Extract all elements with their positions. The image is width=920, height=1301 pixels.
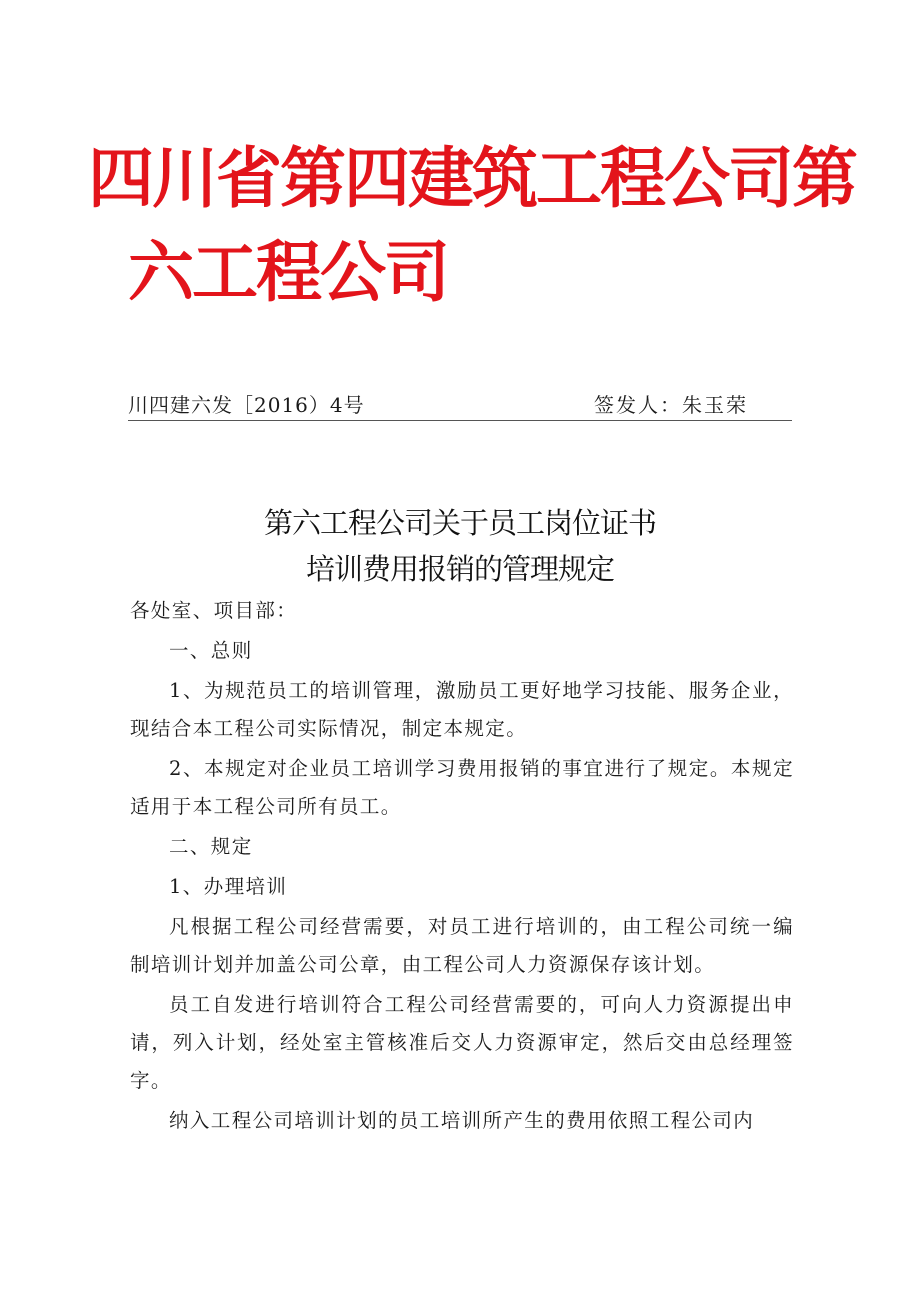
paragraph: 员工自发进行培训符合工程公司经营需要的，可向人力资源提出申请，列入计划，经处室主管核准后交人力资源审定，然后交由总经理签字。 (130, 993, 794, 1092)
subsection-heading: 1、办理培训 (169, 875, 288, 898)
document-number: 川四建六发［2016）4号 (128, 393, 365, 417)
document-title-line1: 第六工程公司关于员工岗位证书 (263, 506, 656, 540)
salutation: 各处室、项目部： (130, 599, 298, 622)
document-body (130, 592, 794, 1142)
paragraph: 2、本规定对企业员工培训学习费用报销的事宜进行了规定。本规定适用于本工程公司所有员工。 (130, 757, 794, 818)
organization-title (88, 132, 856, 320)
signer: 签发人：朱玉荣 (594, 393, 748, 417)
section-heading-rules: 二、规定 (169, 835, 253, 858)
paragraph: 纳入工程公司培训计划的员工培训所产生的费用依照工程公司内 (169, 1109, 755, 1132)
document-title-line2: 培训费用报销的管理规定 (305, 552, 614, 586)
organization-title-line1: 四川省第四建筑工程公司第 (88, 140, 856, 217)
paragraph: 1、为规范员工的培训管理，激励员工更好地学习技能、服务企业，现结合本工程公司实际情况，制定本规定。 (130, 679, 794, 740)
document-meta-line (128, 390, 792, 421)
paragraph: 凡根据工程公司经营需要，对员工进行培训的，由工程公司统一编制培训计划并加盖公司公章，由工程公司人力资源保存该计划。 (130, 915, 794, 976)
section-heading-general: 一、总则 (169, 639, 253, 662)
organization-title-line2: 六工程公司 (128, 234, 448, 311)
document-title (100, 500, 820, 592)
